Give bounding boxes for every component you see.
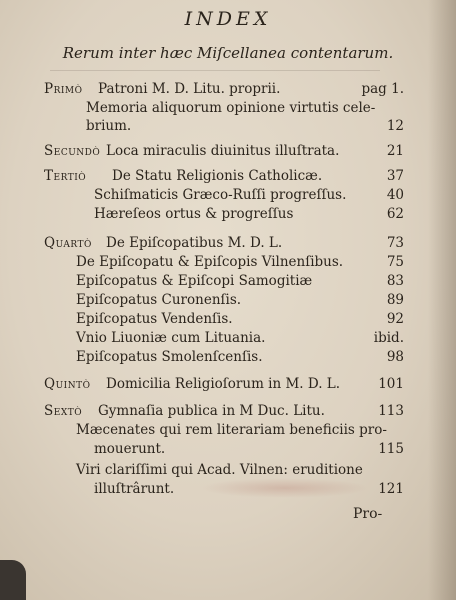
entry-text: Epiſcopatus Vendenſis.	[76, 311, 233, 327]
entry-page: 40	[386, 187, 404, 203]
entry-text: Vnio Liuoniæ cum Lituania.	[76, 330, 266, 346]
entry-lead: Primò	[44, 81, 83, 97]
entry-page: 98	[386, 349, 404, 365]
entry-text: Epiſcopatus Smolenſcenſis.	[76, 349, 263, 365]
entry-lead: Tertiò	[44, 168, 87, 184]
entry-text: Hæreſeos ortus & progreſſus	[94, 206, 294, 222]
index-entry	[0, 438, 456, 460]
index-entry	[0, 203, 456, 225]
entry-text: mouerunt.	[94, 441, 166, 457]
entry-text: Viri clariſſimi qui Acad. Vilnen: eruditione	[76, 462, 363, 478]
index-entry	[0, 373, 456, 395]
entry-text: De Epiſcopatu & Epiſcopis Vilnenſibus.	[76, 254, 344, 270]
entry-page: 21	[386, 143, 404, 159]
entry-page: pag 1.	[361, 81, 404, 97]
entry-page: 113	[378, 403, 404, 419]
index-entry	[0, 115, 456, 137]
index-subtitle: Rerum inter hæc Miſcellanea contentarum.	[62, 44, 394, 62]
entry-lead: Sextò	[44, 403, 83, 419]
entry-text: Loca miraculis diuinitus illuſtrata.	[106, 143, 340, 159]
index-entry	[0, 478, 456, 500]
index-entry	[0, 140, 456, 162]
entry-lead: Secundò	[44, 143, 101, 159]
entry-page: ibid.	[373, 330, 404, 346]
entry-page: 121	[378, 481, 404, 497]
entry-text: Patroni M. D. Litu. proprii.	[98, 81, 281, 97]
entry-lead: Quintò	[44, 376, 91, 392]
entry-page: 89	[386, 292, 404, 308]
entry-text: Mæcenates qui rem literariam beneficiis pro-	[76, 422, 387, 438]
entry-page: 12	[386, 118, 404, 134]
title-rule	[50, 70, 380, 71]
entry-text: Domicilia Religioſorum in M. D. L.	[106, 376, 341, 392]
entry-text: Epiſcopatus Curonenſis.	[76, 292, 242, 308]
entry-text: Schiſmaticis Græco-Ruſſi progreſſus.	[94, 187, 347, 203]
entry-text: Epiſcopatus & Epiſcopi Samogitiæ	[76, 273, 313, 289]
entry-page: 115	[378, 441, 404, 457]
corner-background	[0, 560, 26, 600]
entry-text: De Epiſcopatibus M. D. L.	[106, 235, 283, 251]
entry-page: 75	[386, 254, 404, 270]
entry-text: illuſtrârunt.	[94, 481, 175, 497]
entry-lead: Quartò	[44, 235, 92, 251]
entry-page: 62	[386, 206, 404, 222]
entry-text: Gymnaſia publica in M Duc. Litu.	[98, 403, 325, 419]
entry-text: brium.	[86, 118, 132, 134]
entry-text: De Statu Religionis Catholicæ.	[112, 168, 323, 184]
catchword: Pro-	[353, 506, 383, 522]
entry-page: 83	[386, 273, 404, 289]
entry-text: Memoria aliquorum opinione virtutis cele-	[86, 100, 376, 116]
index-title: INDEX	[184, 8, 272, 30]
index-entry	[0, 346, 456, 368]
entry-page: 37	[386, 168, 404, 184]
entry-page: 73	[386, 235, 404, 251]
entry-page: 101	[378, 376, 404, 392]
entry-page: 92	[386, 311, 404, 327]
